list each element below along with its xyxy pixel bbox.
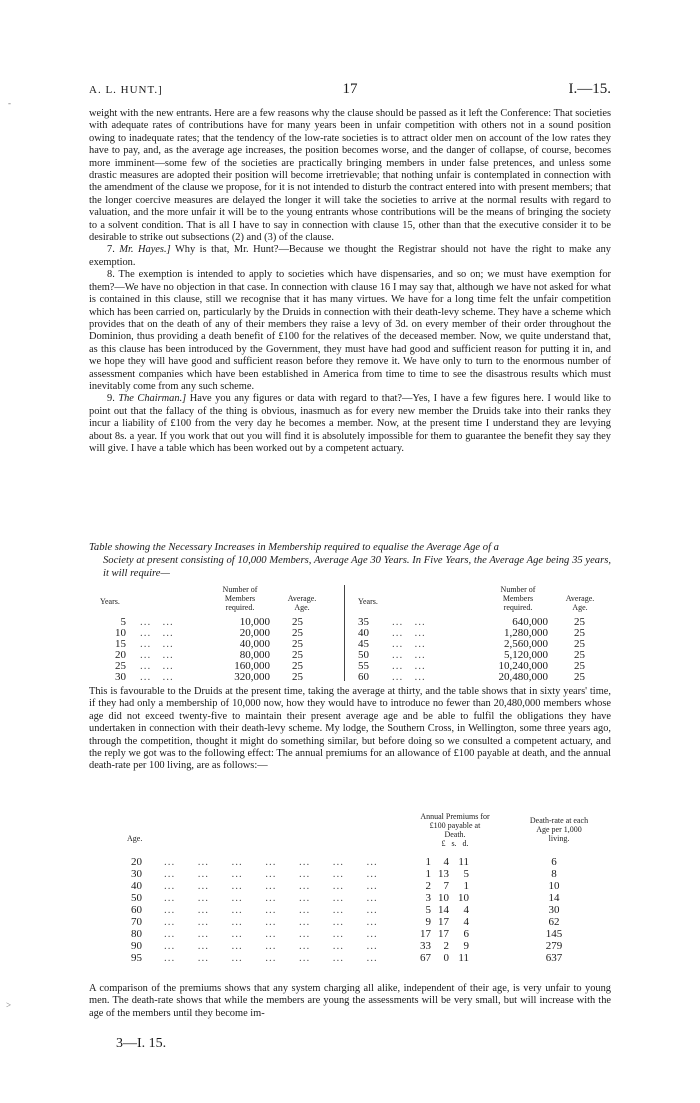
column-header-death-rate: Death-rate at each Age per 1,000 living. bbox=[529, 816, 589, 843]
column-header-years: Years. bbox=[358, 597, 378, 606]
table-row: 5 ... ... 10,000 25 35 ... ... 640,000 25 bbox=[120, 616, 585, 628]
running-header bbox=[89, 81, 611, 104]
paragraph-clause-15: weight with the new entrants. Here are a few reasons why the clause should be passed as it left the Conference: That societies with adequate rates of contributions have for many years been in unfair competition with others not in a sound position owing to inadequate rates; that the tendency of the low-rate societies is to attract older men on account of the low rates they have to pay, and, as the average age increases, the position becomes worse, and the danger of collapse, of course, becomes more imminent—some few of the societies are practically bringing members in under false pretences, and unless some drastic measures are adopted their position will become irretrievable; that nothing unfair is contemplated in connection with the amendment of the clause we propose, for it is not intended to disturb the contract entered into with present members; that the longer coercive measures are delayed the longer it will take the societies to arrive at the normal results with regard to valuation, and the more unfair it will be to the young entrants whose contributions will be the means of bringing the society to a solvent condition. That is all I have to say in connection with clause 15, other than that the executive consider it to be desirable to strike out subsections (2) and (3) of the clause. bbox=[89, 108, 611, 244]
question-8: 8. The exemption is intended to apply to societies which have dispensaries, and so on; we must have exemption for them?—We have no objection in that case. In connection with clause 16 I may say that, although we have not asked for what is contained in this clause, still we recognise that it has many virtues. We have for a long time felt the unfair competition which has been carried on, particularly by the Druids in connection with their death-levy scheme. They have a scheme which provides that on the death of any of their members they raise a levy of 3d. on every member of their order throughout the Dominion, thus providing a death benefit of £100 for the relatives of the deceased member. Now, we quite understand that, as this clause has been introduced by the Government, they must have had good and sufficient reason for putting it in, and we hope they will have good and sufficient reason before they remove it. We have only to turn to the enormous number of assessment companies which have been established in America from time to time to see the disastrous results which must inevitably come from any such scheme. bbox=[89, 269, 611, 392]
table-row: 70 ... ... ... ... ... ... ... 9 17 4 62 bbox=[131, 916, 560, 928]
table-row: 50 ... ... ... ... ... ... ... 3 10 10 14 bbox=[131, 892, 560, 904]
speaker-label: Mr. Hayes.] bbox=[119, 244, 171, 256]
table-row: 15 ... ... 40,000 25 45 ... ... 2,560,000 25 bbox=[115, 638, 585, 650]
table-row: 25 ... ... 160,000 25 55 ... ... 10,240,000 25 bbox=[115, 660, 585, 672]
table-row: 80 ... ... ... ... ... ... ... 17 17 6 145 bbox=[131, 928, 563, 940]
table-row: 30 ... ... ... ... ... ... ... 1 13 5 8 bbox=[131, 868, 557, 880]
column-header-members: Number of Members required. bbox=[500, 585, 536, 612]
evidence-text bbox=[89, 108, 611, 455]
table-row: 30 ... ... 320,000 25 60 ... ... 20,480,000 25 bbox=[115, 671, 585, 683]
column-header-years: Years. bbox=[100, 597, 120, 606]
column-header-average: Average. Age. bbox=[287, 594, 317, 612]
column-header-age: Age. bbox=[127, 834, 143, 843]
closing-paragraph: A comparison of the premiums shows that any system charging all alike, independent of their age, is very unfair to young men. The death-rate shows that while the members are young the assessments will be very small, but will increase with the age of the members until they become im- bbox=[89, 983, 611, 1019]
table-caption: Table showing the Necessary Increases in Membership required to equalise the Average Age of a Society at present consisting of 10,000 Members, Average Age 30 Years. In Five Years, the Average Age being 35 years, it will require— bbox=[89, 542, 611, 579]
table-row: 20 ... ... ... ... ... ... ... 1 4 11 6 bbox=[131, 856, 557, 868]
table-row: 40 ... ... ... ... ... ... ... 2 7 1 10 bbox=[131, 880, 560, 892]
document-reference: I.—15. bbox=[568, 81, 611, 97]
table-row: 10 ... ... 20,000 25 40 ... ... 1,280,000 25 bbox=[115, 627, 585, 639]
table-row: 20 ... ... 80,000 25 50 ... ... 5,120,000 25 bbox=[115, 649, 585, 661]
column-header-members: Number of Members required. bbox=[222, 585, 258, 612]
column-header-premiums: Annual Premiums for £100 payable at Death. £ s. d. bbox=[420, 812, 490, 848]
table-row: 60 ... ... ... ... ... ... ... 5 14 4 30 bbox=[131, 904, 560, 916]
paragraph-after-table: This is favourable to the Druids at the present time, taking the average at thirty, and the table shows that in sixty years' time, if they had only a membership of 10,000 now, how they would have to introduce no fewer than 20,480,000 members whose age did not exceed twenty-five to maintain their present average age and be able to fulfil the obligations they have undertaken in connection with their death-levy scheme. My lodge, the Southern Cross, in Wellington, some three years ago, through the competition, thought it might do something similar, but before doing so we consulted a competent actuary, and the reply we got was to the following effect: The annual premiums for an allowance of £100 payable at death, and the annual death-rate per 100 living, are as follows:— bbox=[89, 686, 611, 772]
column-header-average: Average. Age. bbox=[565, 594, 595, 612]
header-author: A. L. HUNT.] bbox=[89, 84, 163, 96]
question-7: 7. Mr. Hayes.] Why is that, Mr. Hunt?—Because we thought the Registrar should not have the right to make any exemption. bbox=[89, 244, 611, 268]
page-number: 17 bbox=[342, 81, 358, 97]
table-row: 95 ... ... ... ... ... ... ... 67 0 11 637 bbox=[131, 952, 563, 964]
speaker-label: The Chairman.] bbox=[118, 393, 187, 405]
membership-table bbox=[92, 583, 612, 683]
margin-mark: - bbox=[8, 98, 11, 108]
margin-mark: > bbox=[6, 1000, 12, 1010]
question-9: 9. The Chairman.] Have you any figures or data with regard to that?—Yes, I have a few figures here. I would like to point out that the fallacy of the thing is obvious, inasmuch as for every new member the Druids take into their ranks they incur a liability of £100 from the very day he becomes a member. Now, at the present time I understand they are levying about 8s. a year. If you work that out you will find it is absolutely impossible for them to guarantee the benefit they say they will give. I have a table which has been worked out by a competent actuary. bbox=[89, 393, 611, 454]
table-row: 90 ... ... ... ... ... ... ... 33 2 9 279 bbox=[131, 940, 563, 952]
premium-table bbox=[89, 812, 611, 972]
signature-mark: 3—I. 15. bbox=[116, 1036, 167, 1051]
